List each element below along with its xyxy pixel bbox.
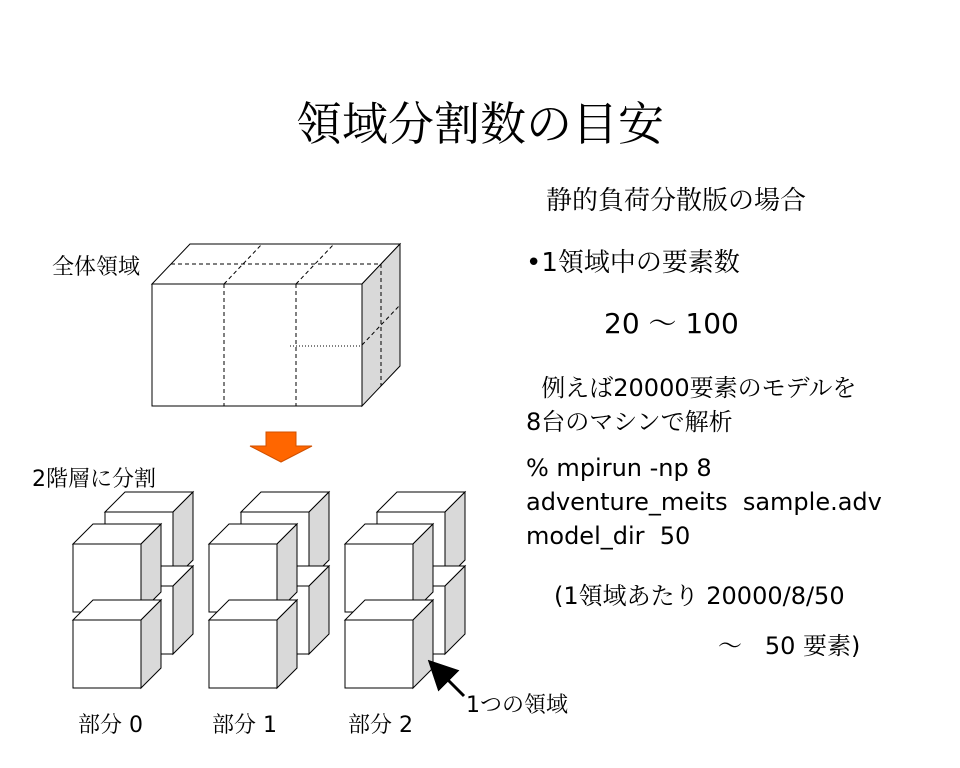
cube-part-2-front-top: [345, 524, 433, 612]
part-label-2: 部分 2: [348, 713, 413, 738]
part-label-0: 部分 0: [78, 713, 143, 738]
calc-line-2: ～ 50 要素): [718, 632, 861, 660]
cube-part-2-front-bottom: [345, 600, 433, 688]
cube-part-1-front-bottom: [209, 600, 297, 688]
down-arrow: [250, 432, 312, 462]
cube-part-1-front-top: [209, 524, 297, 612]
region-label: 1つの領域: [466, 693, 568, 718]
whole-domain-box: [152, 244, 400, 406]
example-line-1: 例えば20000要素のモデルを: [526, 374, 857, 402]
command-line-1: % mpirun -np 8: [526, 454, 712, 482]
calc-line-1: (1領域あたり 20000/8/50: [554, 582, 845, 610]
cube-part-0-front-top: [73, 524, 161, 612]
command-line-2: adventure_meits sample.adv: [526, 488, 882, 516]
region-pointer-arrow: [432, 664, 464, 696]
split-label: 2階層に分割: [32, 467, 156, 492]
heading: 静的負荷分散版の場合: [546, 186, 807, 216]
whole-domain-label: 全体領域: [52, 255, 141, 280]
slide-title: 領域分割数の目安: [296, 97, 664, 151]
example-line-2: 8台のマシンで解析: [526, 408, 733, 436]
part-label-1: 部分 1: [212, 713, 277, 738]
bullet-item: •1領域中の要素数: [526, 248, 740, 278]
cube-part-0-front-bottom: [73, 600, 161, 688]
element-range: 20 ～ 100: [604, 307, 739, 340]
command-line-3: model_dir 50: [526, 522, 691, 550]
